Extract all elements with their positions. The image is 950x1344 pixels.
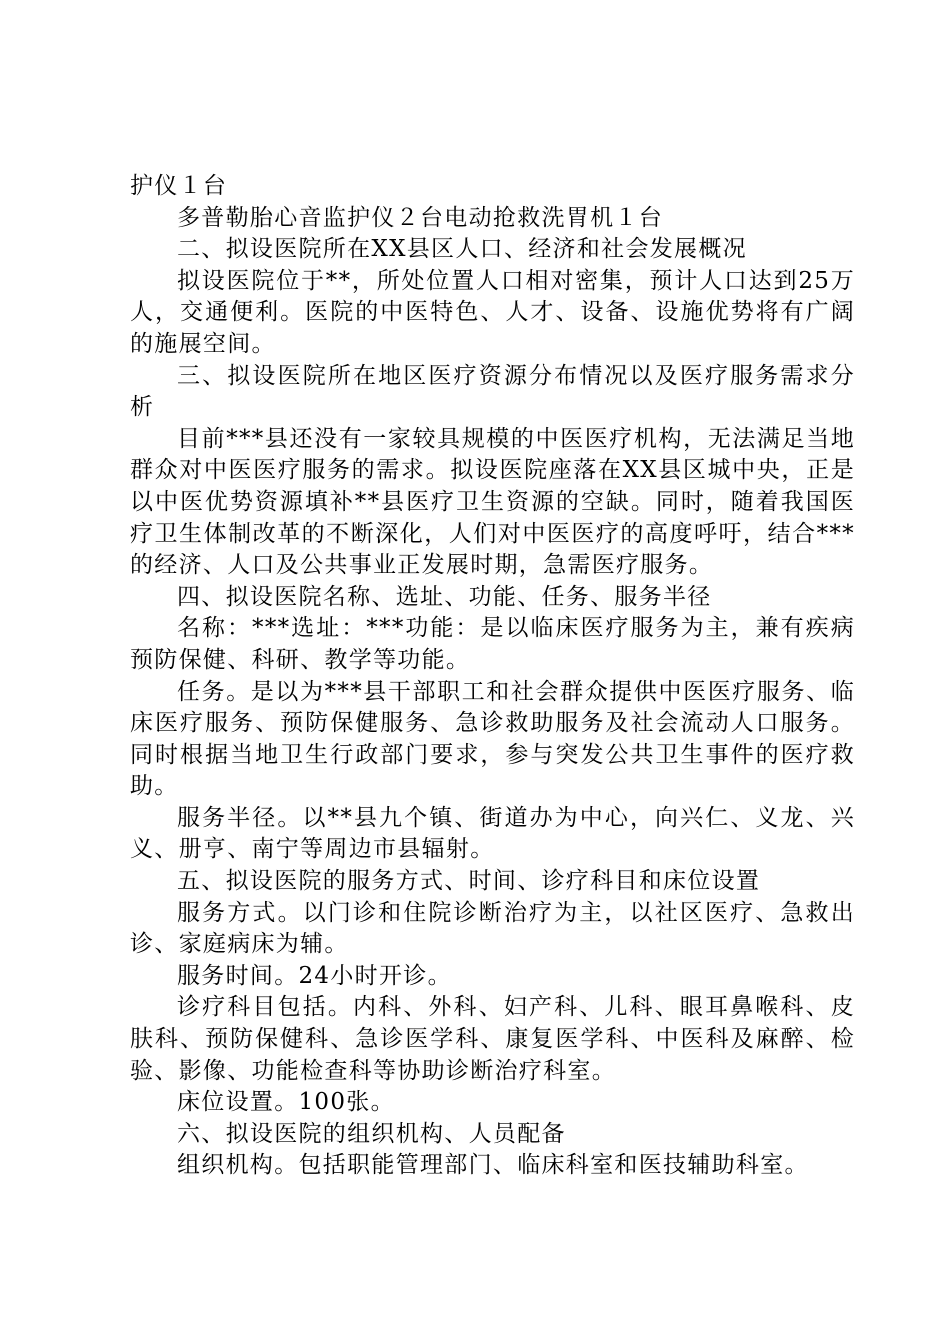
section-heading-6: 六、拟设医院的组织机构、人员配备 xyxy=(177,1120,566,1147)
paragraph-tasks: 任务。是以为***县干部职工和社会群众提供中医医疗服务、临床医疗服务、预防保健服务、急诊救助服务及社会流动人口服务。同时根据当地卫生行政部门要求，参与突发公共卫生事件的医疗救助。 xyxy=(130,678,855,800)
paragraph-name-site-function: 名称：***选址：***功能：是以临床医疗服务为主，兼有疾病预防保健、科研、教学等功能。 xyxy=(130,615,855,673)
paragraph-service-radius: 服务半径。以**县九个镇、街道办为中心，向兴仁、义龙、兴义、册亨、南宁等周边市县辐射。 xyxy=(130,804,855,863)
paragraph-continuation: 护仪１台 xyxy=(130,173,228,199)
paragraph-service-mode: 服务方式。以门诊和住院诊断治疗为主，以社区医疗、急救出诊、家庭病床为辅。 xyxy=(130,899,855,958)
paragraph-location: 拟设医院位于**，所处位置人口相对密集，预计人口达到25万人，交通便利。医院的中医特色、人才、设备、设施优势将有广阔的施展空间。 xyxy=(130,267,855,357)
section-heading-4: 四、拟设医院名称、选址、功能、任务、服务半径 xyxy=(177,583,712,610)
paragraph-organization: 组织机构。包括职能管理部门、临床科室和医技辅助科室。 xyxy=(177,1152,809,1179)
section-heading-2: 二、拟设医院所在XX县区人口、经济和社会发展概况 xyxy=(177,236,747,263)
paragraph-beds: 床位设置。100张。 xyxy=(177,1089,395,1116)
paragraph-equipment-list: 多普勒胎心音监护仪２台电动抢救洗胃机１台 xyxy=(177,204,663,231)
document-body xyxy=(130,171,855,1182)
section-heading-5: 五、拟设医院的服务方式、时间、诊疗科目和床位设置 xyxy=(177,868,761,895)
paragraph-departments: 诊疗科目包括。内科、外科、妇产科、儿科、眼耳鼻喉科、皮肤科、预防保健科、急诊医学科、康复医学科、中医科及麻醉、检验、影像、功能检查科等协助诊断治疗科室。 xyxy=(130,994,855,1084)
paragraph-service-hours: 服务时间。24小时开诊。 xyxy=(177,962,452,989)
section-heading-3: 三、拟设医院所在地区医疗资源分布情况以及医疗服务需求分析 xyxy=(130,362,855,421)
paragraph-resource-analysis: 目前***县还没有一家较具规模的中医医疗机构，无法满足当地群众对中医医疗服务的需求。拟设医院座落在XX县区城中央，正是以中医优势资源填补**县医疗卫生资源的空缺。同时，随着我国医疗卫生体制改革的不断深化，人们对中医医疗的高度呼吁，结合***的经济、人口及公共事业正发展时期，急需医疗服务。 xyxy=(130,425,855,579)
